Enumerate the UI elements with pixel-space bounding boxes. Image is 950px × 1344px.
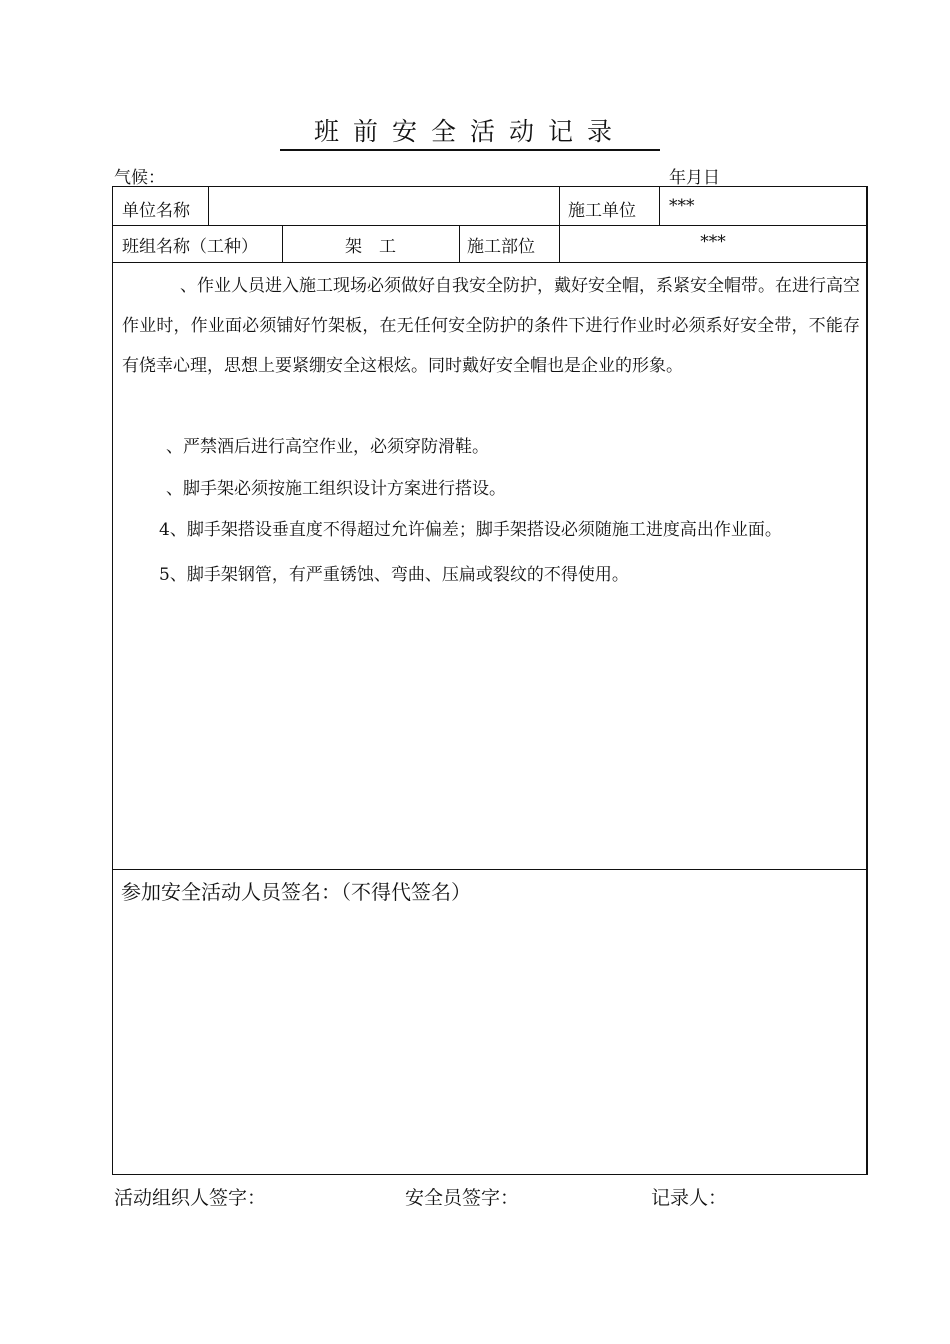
safety-item-1: 、作业人员进入施工现场必须做好自我安全防护，戴好安全帽，系紧安全帽带。在进行高空作业时，作业面必须铺好竹架板，在无任何安全防护的条件下进行作业时必须系好安全带，不能存有侥幸心理，思想上要紧绷安全这根炫。同时戴好安全帽也是企业的形象。: [122, 276, 860, 376]
recorder-label: 记录人：: [651, 1187, 728, 1209]
construction-unit-value[interactable]: ***: [669, 196, 695, 216]
row-divider-1: [113, 225, 867, 226]
safety-item-4: 4、脚手架搭设垂直度不得超过允许偏差；脚手架搭设必须随施工进度高出作业面。: [159, 520, 782, 540]
safety-item-2: 、严禁酒后进行高空作业，必须穿防滑鞋。: [166, 437, 489, 457]
safety-item-5: 5、脚手架钢管，有严重锈蚀、弯曲、压扁或裂纹的不得使用。: [159, 565, 629, 585]
page-title: 班前安全活动记录: [313, 117, 626, 146]
col-divider: [659, 187, 660, 225]
construction-unit-label: 施工单位: [568, 201, 636, 221]
construction-part-label: 施工部位: [467, 237, 535, 257]
title-underline: [280, 149, 660, 151]
unit-name-label: 单位名称: [122, 201, 190, 221]
construction-part-value[interactable]: ***: [700, 232, 726, 252]
col-divider: [459, 225, 460, 262]
safety-item-3: 、脚手架必须按施工组织设计方案进行搭设。: [166, 479, 506, 499]
team-name-label: 班组名称（工种）: [122, 237, 258, 257]
weather-label: 气候：: [114, 168, 165, 188]
col-divider: [208, 187, 209, 225]
safety-officer-signature-label: 安全员签字：: [405, 1187, 520, 1209]
organizer-signature-label: 活动组织人签字：: [114, 1187, 267, 1209]
date-label: 年月日: [669, 168, 720, 188]
row-divider-3: [113, 869, 867, 870]
col-divider: [559, 187, 560, 225]
team-name-value[interactable]: 架 工: [345, 237, 396, 257]
safety-content: [122, 266, 860, 585]
row-divider-2: [113, 262, 867, 263]
participant-signature-label: 参加安全活动人员签名：（不得代签名）: [121, 880, 471, 904]
